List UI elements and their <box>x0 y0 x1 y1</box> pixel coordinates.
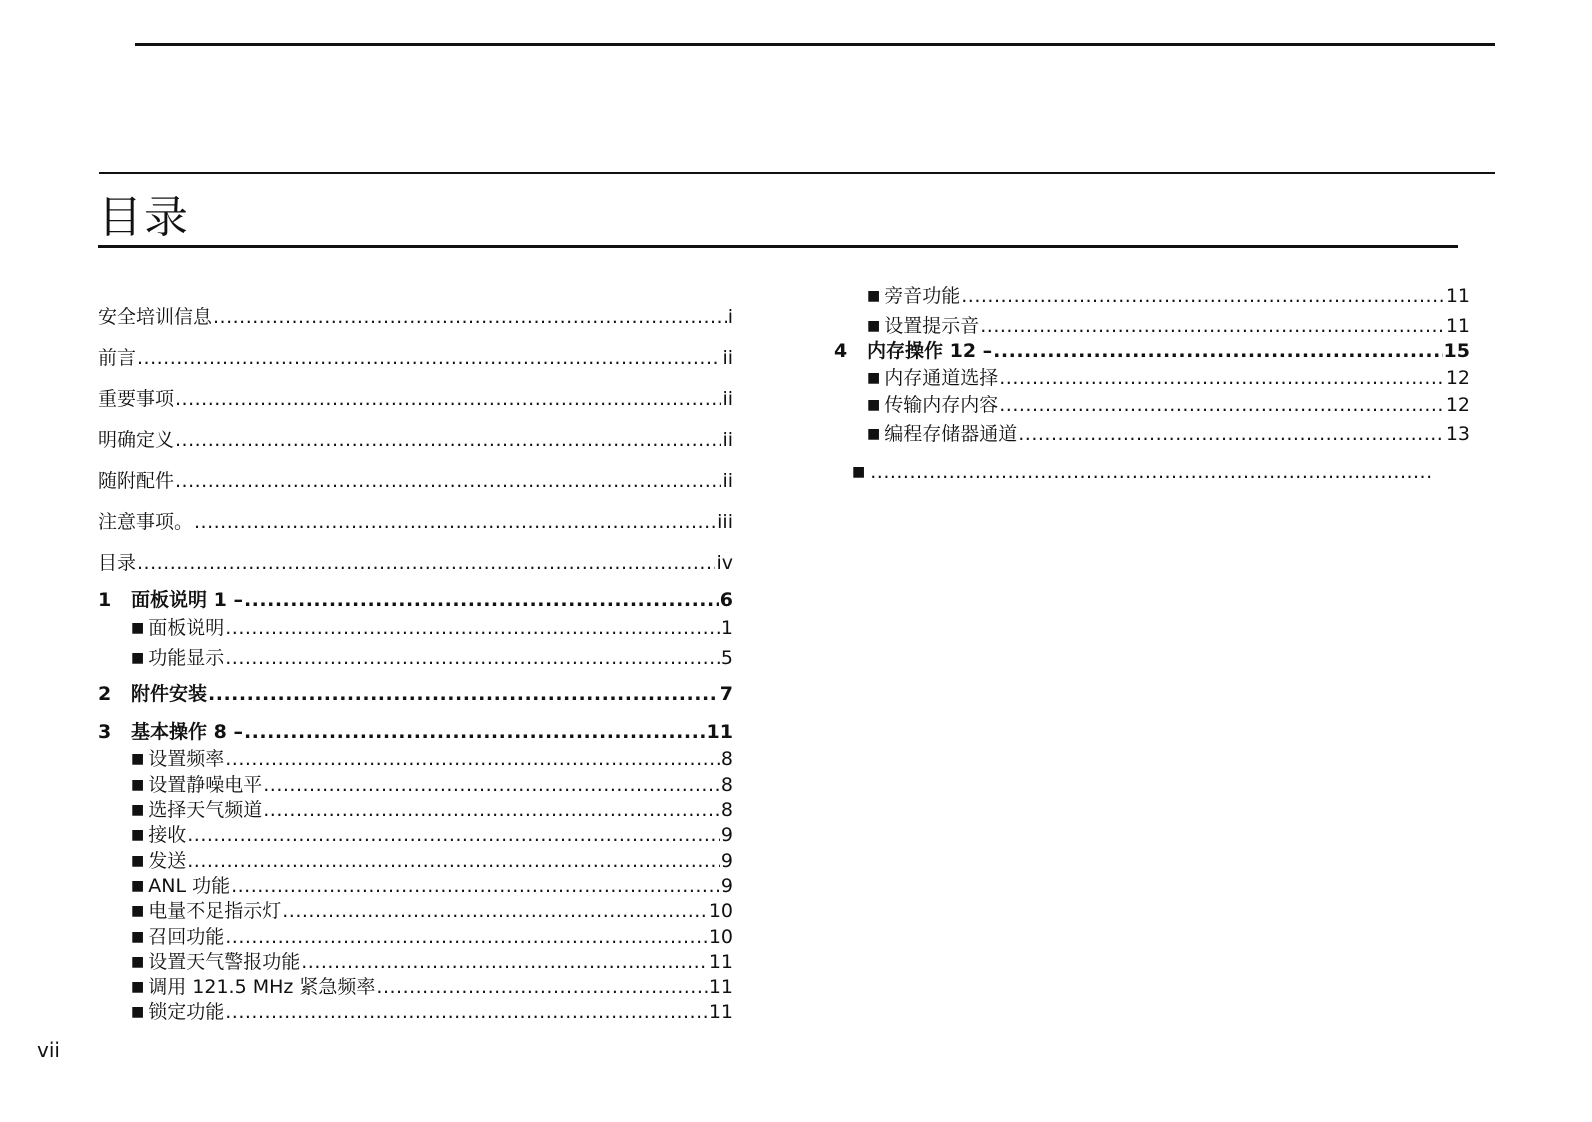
square-bullet-icon: ■ <box>867 288 881 304</box>
entry-page-number: 9 <box>720 824 733 846</box>
entry-page-number: 8 <box>720 748 733 770</box>
dot-leader <box>1018 421 1445 447</box>
square-bullet-icon: ■ <box>131 979 145 995</box>
dot-leader <box>225 746 720 772</box>
entry-label: 重要事项 <box>98 388 175 410</box>
entry-page-number: 8 <box>720 774 733 796</box>
dot-leader <box>187 848 720 874</box>
dot-leader <box>961 283 1445 309</box>
dot-leader <box>231 873 720 899</box>
entry-page-number: ii <box>722 388 733 410</box>
entry-label: 设置静噪电平 <box>148 774 263 796</box>
square-bullet-icon: ■ <box>867 318 881 334</box>
dot-leader <box>376 974 707 1000</box>
square-bullet-icon: ■ <box>131 777 145 793</box>
entry-page-number: 9 <box>720 875 733 897</box>
dot-leader <box>175 427 721 453</box>
toc_left-entry[interactable] <box>98 427 733 453</box>
entry-page-number: 10 <box>708 900 733 922</box>
dot-leader <box>263 772 720 798</box>
toc_left-entry[interactable] <box>98 587 733 613</box>
toc_left-entry[interactable] <box>131 797 733 825</box>
dot-leader <box>999 365 1445 391</box>
entry-label: 选择天气频道 <box>148 799 263 821</box>
toc_right-entry[interactable] <box>834 338 1470 364</box>
entry-label: 安全培训信息 <box>98 306 213 328</box>
dot-leader <box>175 386 721 412</box>
toc_left-entry[interactable] <box>98 345 733 371</box>
entry-page-number: 8 <box>720 799 733 821</box>
entry-label: 面板说明 1 – <box>131 589 243 611</box>
entry-label: 接收 <box>148 824 187 846</box>
toc_right-entry[interactable] <box>867 313 1470 341</box>
header-rule-middle <box>99 172 1495 174</box>
entry-label: 前言 <box>98 347 137 369</box>
square-bullet-icon: ■ <box>131 751 145 767</box>
square-bullet-icon: ■ <box>131 1004 145 1020</box>
entry-page-number: ii <box>722 429 733 451</box>
entry-page-number: 11 <box>1445 285 1470 307</box>
entry-page-number: 15 <box>1443 340 1470 362</box>
square-bullet-icon: ■ <box>131 903 145 919</box>
toc_left-entry[interactable] <box>131 924 733 952</box>
entry-page-number: 7 <box>719 683 733 705</box>
entry-label: 设置天气警报功能 <box>148 951 301 973</box>
header-rule-top <box>135 43 1495 46</box>
entry-page-number: i <box>727 306 733 328</box>
dot-leader <box>980 313 1445 339</box>
section-number: 2 <box>98 683 112 705</box>
dot-leader <box>282 898 708 924</box>
toc_left-entry[interactable] <box>98 550 733 576</box>
entry-page-number: 9 <box>720 850 733 872</box>
square-bullet-icon: ■ <box>131 650 145 666</box>
entry-page-number: 11 <box>1445 315 1470 337</box>
square-bullet-icon: ■ <box>867 370 881 386</box>
toc_right-entry[interactable] <box>852 459 1435 487</box>
toc_left-entry[interactable] <box>131 898 733 926</box>
entry-label: 随附配件 <box>98 470 175 492</box>
dot-leader <box>301 949 708 975</box>
dot-leader <box>137 550 715 576</box>
entry-page-number: 6 <box>719 589 733 611</box>
entry-page-number: 12 <box>1445 367 1470 389</box>
square-bullet-icon: ■ <box>131 929 145 945</box>
dot-leader <box>175 468 721 494</box>
toc_right-entry[interactable] <box>867 365 1470 393</box>
square-bullet-icon: ■ <box>131 827 145 843</box>
entry-label: 传输内存内容 <box>884 394 999 416</box>
dot-leader <box>993 338 1442 364</box>
title-underline <box>98 245 1458 248</box>
entry-page-number: 1 <box>720 617 733 639</box>
entry-label: 召回功能 <box>148 926 225 948</box>
entry-page-number: 13 <box>1445 423 1470 445</box>
toc_left-entry[interactable] <box>98 681 733 707</box>
entry-page-number: 11 <box>708 976 733 998</box>
entry-label: 编程存储器通道 <box>884 423 1018 445</box>
dot-leader <box>225 924 708 950</box>
entry-label: 面板说明 <box>148 617 225 639</box>
square-bullet-icon: ■ <box>867 397 881 413</box>
entry-page-number: 11 <box>708 951 733 973</box>
entry-label: 内存操作 12 – <box>867 340 993 362</box>
entry-page-number: 12 <box>1445 394 1470 416</box>
toc_left-entry[interactable] <box>131 822 733 850</box>
toc_left-entry[interactable] <box>98 719 733 745</box>
toc_left-entry[interactable] <box>131 615 733 643</box>
toc_left-entry[interactable] <box>98 509 733 535</box>
dot-leader <box>194 509 716 535</box>
dot-leader <box>137 345 721 371</box>
entry-page-number: ii <box>722 347 733 369</box>
entry-label: 锁定功能 <box>148 1001 225 1023</box>
dot-leader <box>870 459 1434 485</box>
toc_right-entry[interactable] <box>867 283 1470 311</box>
entry-label: 调用 121.5 MHz 紧急频率 <box>148 976 376 998</box>
section-number: 3 <box>98 721 112 743</box>
dot-leader <box>244 719 706 745</box>
dot-leader <box>225 645 720 671</box>
square-bullet-icon: ■ <box>852 464 866 480</box>
dot-leader <box>244 587 719 613</box>
toc_left-entry[interactable] <box>131 974 733 1002</box>
entry-label: 设置频率 <box>148 748 225 770</box>
entry-label: 旁音功能 <box>884 285 961 307</box>
toc_left-entry[interactable] <box>131 746 733 774</box>
dot-leader <box>999 392 1445 418</box>
entry-label: 发送 <box>148 850 187 872</box>
entry-label: 电量不足指示灯 <box>148 900 282 922</box>
toc_left-entry[interactable] <box>98 386 733 412</box>
page-number: vii <box>37 1038 60 1062</box>
toc_left-entry[interactable] <box>131 772 733 800</box>
dot-leader <box>263 797 720 823</box>
dot-leader <box>225 615 720 641</box>
square-bullet-icon: ■ <box>867 426 881 442</box>
square-bullet-icon: ■ <box>131 620 145 636</box>
dot-leader <box>225 999 708 1025</box>
toc_left-entry[interactable] <box>98 304 733 330</box>
toc_right-entry[interactable] <box>867 392 1470 420</box>
entry-label: 注意事项。 <box>98 511 194 533</box>
entry-label: 设置提示音 <box>884 315 980 337</box>
entry-label: 明确定义 <box>98 429 175 451</box>
toc_left-entry[interactable] <box>131 645 733 673</box>
square-bullet-icon: ■ <box>131 802 145 818</box>
entry-label: 目录 <box>98 552 137 574</box>
entry-label: 基本操作 8 – <box>131 721 243 743</box>
dot-leader <box>208 681 719 707</box>
entry-label: 功能显示 <box>148 647 225 669</box>
section-number: 1 <box>98 589 112 611</box>
entry-page-number: iv <box>716 552 733 574</box>
entry-label: ANL 功能 <box>148 875 231 897</box>
entry-page-number: 11 <box>706 721 733 743</box>
entry-page-number: iii <box>717 511 733 533</box>
entry-page-number: 5 <box>720 647 733 669</box>
page-title: 目录 <box>98 192 190 243</box>
toc_left-entry[interactable] <box>131 873 733 901</box>
square-bullet-icon: ■ <box>131 954 145 970</box>
entry-label: 附件安装 <box>131 683 208 705</box>
square-bullet-icon: ■ <box>131 853 145 869</box>
toc_right-entry[interactable] <box>867 421 1470 449</box>
entry-page-number: 10 <box>708 926 733 948</box>
toc_left-entry[interactable] <box>131 949 733 977</box>
toc_left-entry[interactable] <box>131 848 733 876</box>
square-bullet-icon: ■ <box>131 878 145 894</box>
dot-leader <box>213 304 727 330</box>
dot-leader <box>187 822 720 848</box>
section-number: 4 <box>834 340 848 362</box>
entry-page-number: ii <box>722 470 733 492</box>
entry-label: 内存通道选择 <box>884 367 999 389</box>
toc_left-entry[interactable] <box>98 468 733 494</box>
toc_left-entry[interactable] <box>131 999 733 1027</box>
entry-page-number: 11 <box>708 1001 733 1023</box>
